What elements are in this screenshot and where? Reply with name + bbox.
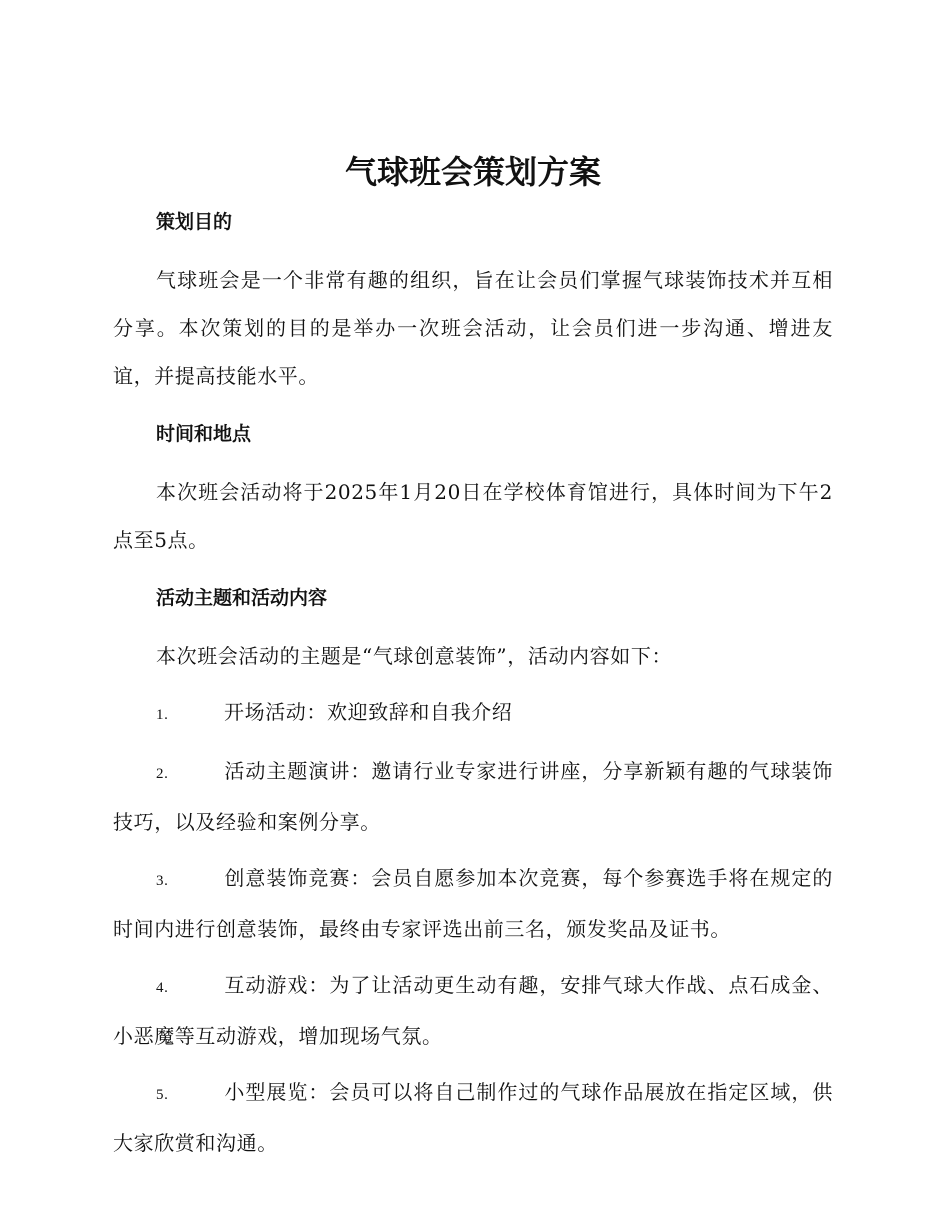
list-number: 4. [156, 980, 169, 996]
list-number: 1. [156, 707, 169, 723]
list-number: 2. [156, 766, 169, 782]
list-text: 小型展览：会员可以将自己制作过的气球作品展放在指定区域，供大家欣赏和沟通。 [113, 1080, 833, 1155]
list-item [113, 747, 833, 846]
list-item [113, 961, 833, 1060]
paragraph-purpose: 气球班会是一个非常有趣的组织，旨在让会员们掌握气球装饰技术并互相分享。本次策划的目的是举办一次班会活动，让会员们进一步沟通、增进友谊，并提高技能水平。 [113, 268, 833, 388]
paragraph-theme-intro: 本次班会活动的主题是“气球创意装饰”，活动内容如下： [156, 644, 673, 668]
section-heading-theme-content: 活动主题和活动内容 [156, 587, 328, 609]
list-text: 互动游戏：为了让活动更生动有趣，安排气球大作战、点石成金、小恶魔等互动游戏，增加现场气氛。 [113, 973, 833, 1048]
list-number: 5. [156, 1087, 169, 1103]
list-text: 创意装饰竞赛：会员自愿参加本次竞赛，每个参赛选手将在规定的时间内进行创意装饰，最终由专家评选出前三名，颁发奖品及证书。 [113, 866, 833, 941]
section-heading-purpose: 策划目的 [156, 211, 233, 233]
list-item [113, 688, 833, 739]
list-item [113, 1068, 833, 1167]
document-page [113, 150, 833, 1167]
list-text: 活动主题演讲：邀请行业专家进行讲座，分享新颖有趣的气球装饰技巧，以及经验和案例分享。 [113, 759, 833, 834]
section-heading-time-place: 时间和地点 [156, 423, 252, 445]
list-text: 开场活动：欢迎致辞和自我介绍 [224, 700, 513, 724]
list-item [113, 854, 833, 953]
list-number: 3. [156, 873, 169, 889]
document-title: 气球班会策划方案 [344, 153, 601, 191]
paragraph-time-place: 本次班会活动将于2025年1月20日在学校体育馆进行，具体时间为下午2点至5点。 [113, 480, 833, 552]
